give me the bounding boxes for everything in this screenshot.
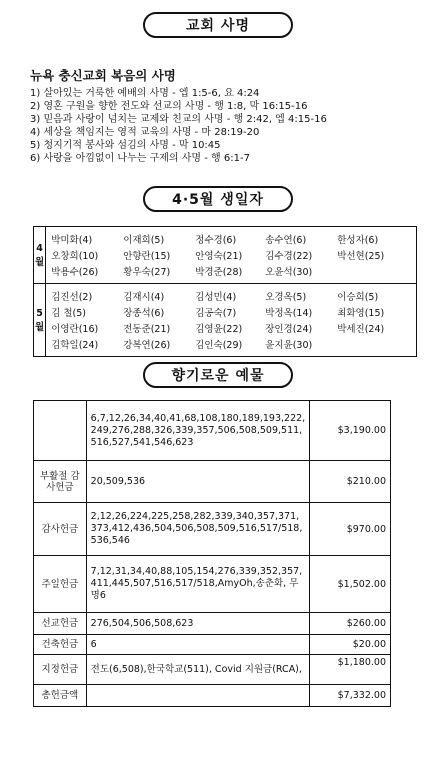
birthday-name: 황우숙(27) — [123, 267, 171, 278]
offering-row — [34, 655, 391, 685]
offering-row — [34, 613, 391, 635]
birthday-table — [33, 226, 417, 357]
offering-amount: $1,502.00 — [310, 556, 391, 613]
offering-amount: $3,190.00 — [310, 401, 391, 461]
mission-section-title — [143, 12, 293, 38]
mission-heading: 뉴욕 충신교회 복음의 사명 — [30, 68, 176, 83]
offering-category: 부활절 감사헌금 — [34, 461, 87, 503]
mission-title-text: 교회 사명 — [186, 18, 250, 34]
birthday-name: 장종석(6) — [123, 308, 165, 319]
birthday-name: 김진선(2) — [51, 292, 93, 303]
birthday-name: 박정옥(14) — [265, 308, 313, 319]
birthday-name: 김성민(4) — [195, 292, 237, 303]
mission-list — [30, 87, 430, 165]
birthday-names-cell — [46, 284, 417, 357]
birthday-name: 오경옥(5) — [265, 292, 307, 303]
birthday-name: 박경준(28) — [195, 267, 243, 278]
offering-row — [34, 461, 391, 503]
offering-row — [34, 401, 391, 461]
offering-category: 지정헌금 — [34, 655, 87, 685]
birthday-name: 전동준(21) — [123, 324, 171, 335]
birthday-name: 오윤석(30) — [265, 267, 313, 278]
offering-category: 감사헌금 — [34, 503, 87, 556]
birthday-section-title — [143, 186, 293, 212]
birthday-name: 최화영(15) — [337, 308, 385, 319]
birthday-row-may — [34, 284, 417, 357]
mission-item: 6) 사랑을 아낌없이 나누는 구제의 사명 - 행 6:1-7 — [30, 153, 250, 164]
offering-row — [34, 503, 391, 556]
birthday-name: 윤지윤(30) — [265, 340, 313, 351]
birthday-name: 김학일(24) — [51, 340, 99, 351]
mission-item: 3) 믿음과 사랑이 넘치는 교제와 친교의 사명 - 행 2:42, 엡 4:15-16 — [30, 114, 327, 125]
birthday-name: 김공숙(7) — [195, 308, 237, 319]
offering-category: 총헌금액 — [34, 685, 87, 707]
offering-total-amount: $7,332.00 — [310, 685, 391, 707]
mission-item: 4) 세상을 책임지는 영적 교육의 사명 - 마 28:19-20 — [30, 127, 260, 138]
birthday-name: 이재희(5) — [123, 235, 165, 246]
birthday-name: 강복연(26) — [123, 340, 171, 351]
offering-category: 건축헌금 — [34, 635, 87, 655]
birthday-names-grid — [47, 228, 415, 282]
offering-row — [34, 635, 391, 655]
birthday-name: 김인숙(29) — [195, 340, 243, 351]
mission-block — [30, 66, 430, 165]
offering-desc: 6,7,12,26,34,40,41,68,108,180,189,193,222, 249,276,288,326,339,357,506,508,509,511, 516,527,541,546,623 — [86, 401, 310, 461]
offering-section-title — [143, 362, 293, 388]
month-label: 5 월 — [34, 284, 46, 357]
birthday-row-april — [34, 227, 417, 284]
birthday-name: 안향란(15) — [123, 251, 171, 262]
offering-desc: 6 — [86, 635, 310, 655]
birthday-name: 오창희(10) — [51, 251, 99, 262]
offering-amount: $20.00 — [310, 635, 391, 655]
offering-title-text: 향기로운 예물 — [171, 368, 265, 384]
offering-table — [33, 400, 391, 707]
birthday-name: 김수경(22) — [265, 251, 313, 262]
birthday-name: 박미화(4) — [51, 235, 93, 246]
birthday-name: 장인경(24) — [265, 324, 313, 335]
offering-total-row — [34, 685, 391, 707]
offering-category — [34, 401, 87, 461]
mission-item: 2) 영혼 구원을 향한 전도와 선교의 사명 - 행 1:8, 막 16:15-16 — [30, 101, 308, 112]
offering-amount: $1,180.00 — [310, 655, 391, 685]
birthday-name: 김 철(5) — [51, 308, 87, 319]
offering-amount: $210.00 — [310, 461, 391, 503]
month-label: 4 월 — [34, 227, 46, 284]
offering-desc — [86, 685, 310, 707]
offering-amount: $260.00 — [310, 613, 391, 635]
birthday-names-grid — [47, 285, 415, 355]
birthday-name: 안영숙(21) — [195, 251, 243, 262]
offering-desc: 20,509,536 — [86, 461, 310, 503]
birthday-name: 이승희(5) — [337, 292, 379, 303]
birthday-name: 박선현(25) — [337, 251, 385, 262]
mission-item: 5) 청지기적 봉사와 섬김의 사명 - 막 10:45 — [30, 140, 221, 151]
birthday-name: 김영윤(22) — [195, 324, 243, 335]
birthday-name: 박용수(26) — [51, 267, 99, 278]
birthday-name: 한성자(6) — [337, 235, 379, 246]
offering-amount: $970.00 — [310, 503, 391, 556]
birthday-names-cell — [46, 227, 417, 284]
offering-desc: 7,12,31,34,40,88,105,154,276,339,352,357, 411,445,507,516,517/518,AmyOh,송춘화, 무명6 — [86, 556, 310, 613]
offering-desc: 2,12,26,224,225,258,282,339,340,357,371, 373,412,436,504,506,508,509,516,517/518, 536,546 — [86, 503, 310, 556]
birthday-name: 김재시(4) — [123, 292, 165, 303]
birthday-name: 송수연(6) — [265, 235, 307, 246]
birthday-name: 정수경(6) — [195, 235, 237, 246]
birthday-title-text: 4·5월 생일자 — [172, 192, 264, 208]
mission-item: 1) 살아있는 거룩한 예배의 사명 - 엡 1:5-6, 요 4:24 — [30, 88, 260, 99]
birthday-name: 이영란(16) — [51, 324, 99, 335]
offering-category: 주일헌금 — [34, 556, 87, 613]
offering-row — [34, 556, 391, 613]
offering-desc: 276,504,506,508,623 — [86, 613, 310, 635]
offering-category: 선교헌금 — [34, 613, 87, 635]
offering-desc: 전도(6,508),한국학교(511), Covid 지원금(RCA), — [86, 655, 310, 685]
birthday-name: 박세진(24) — [337, 324, 385, 335]
